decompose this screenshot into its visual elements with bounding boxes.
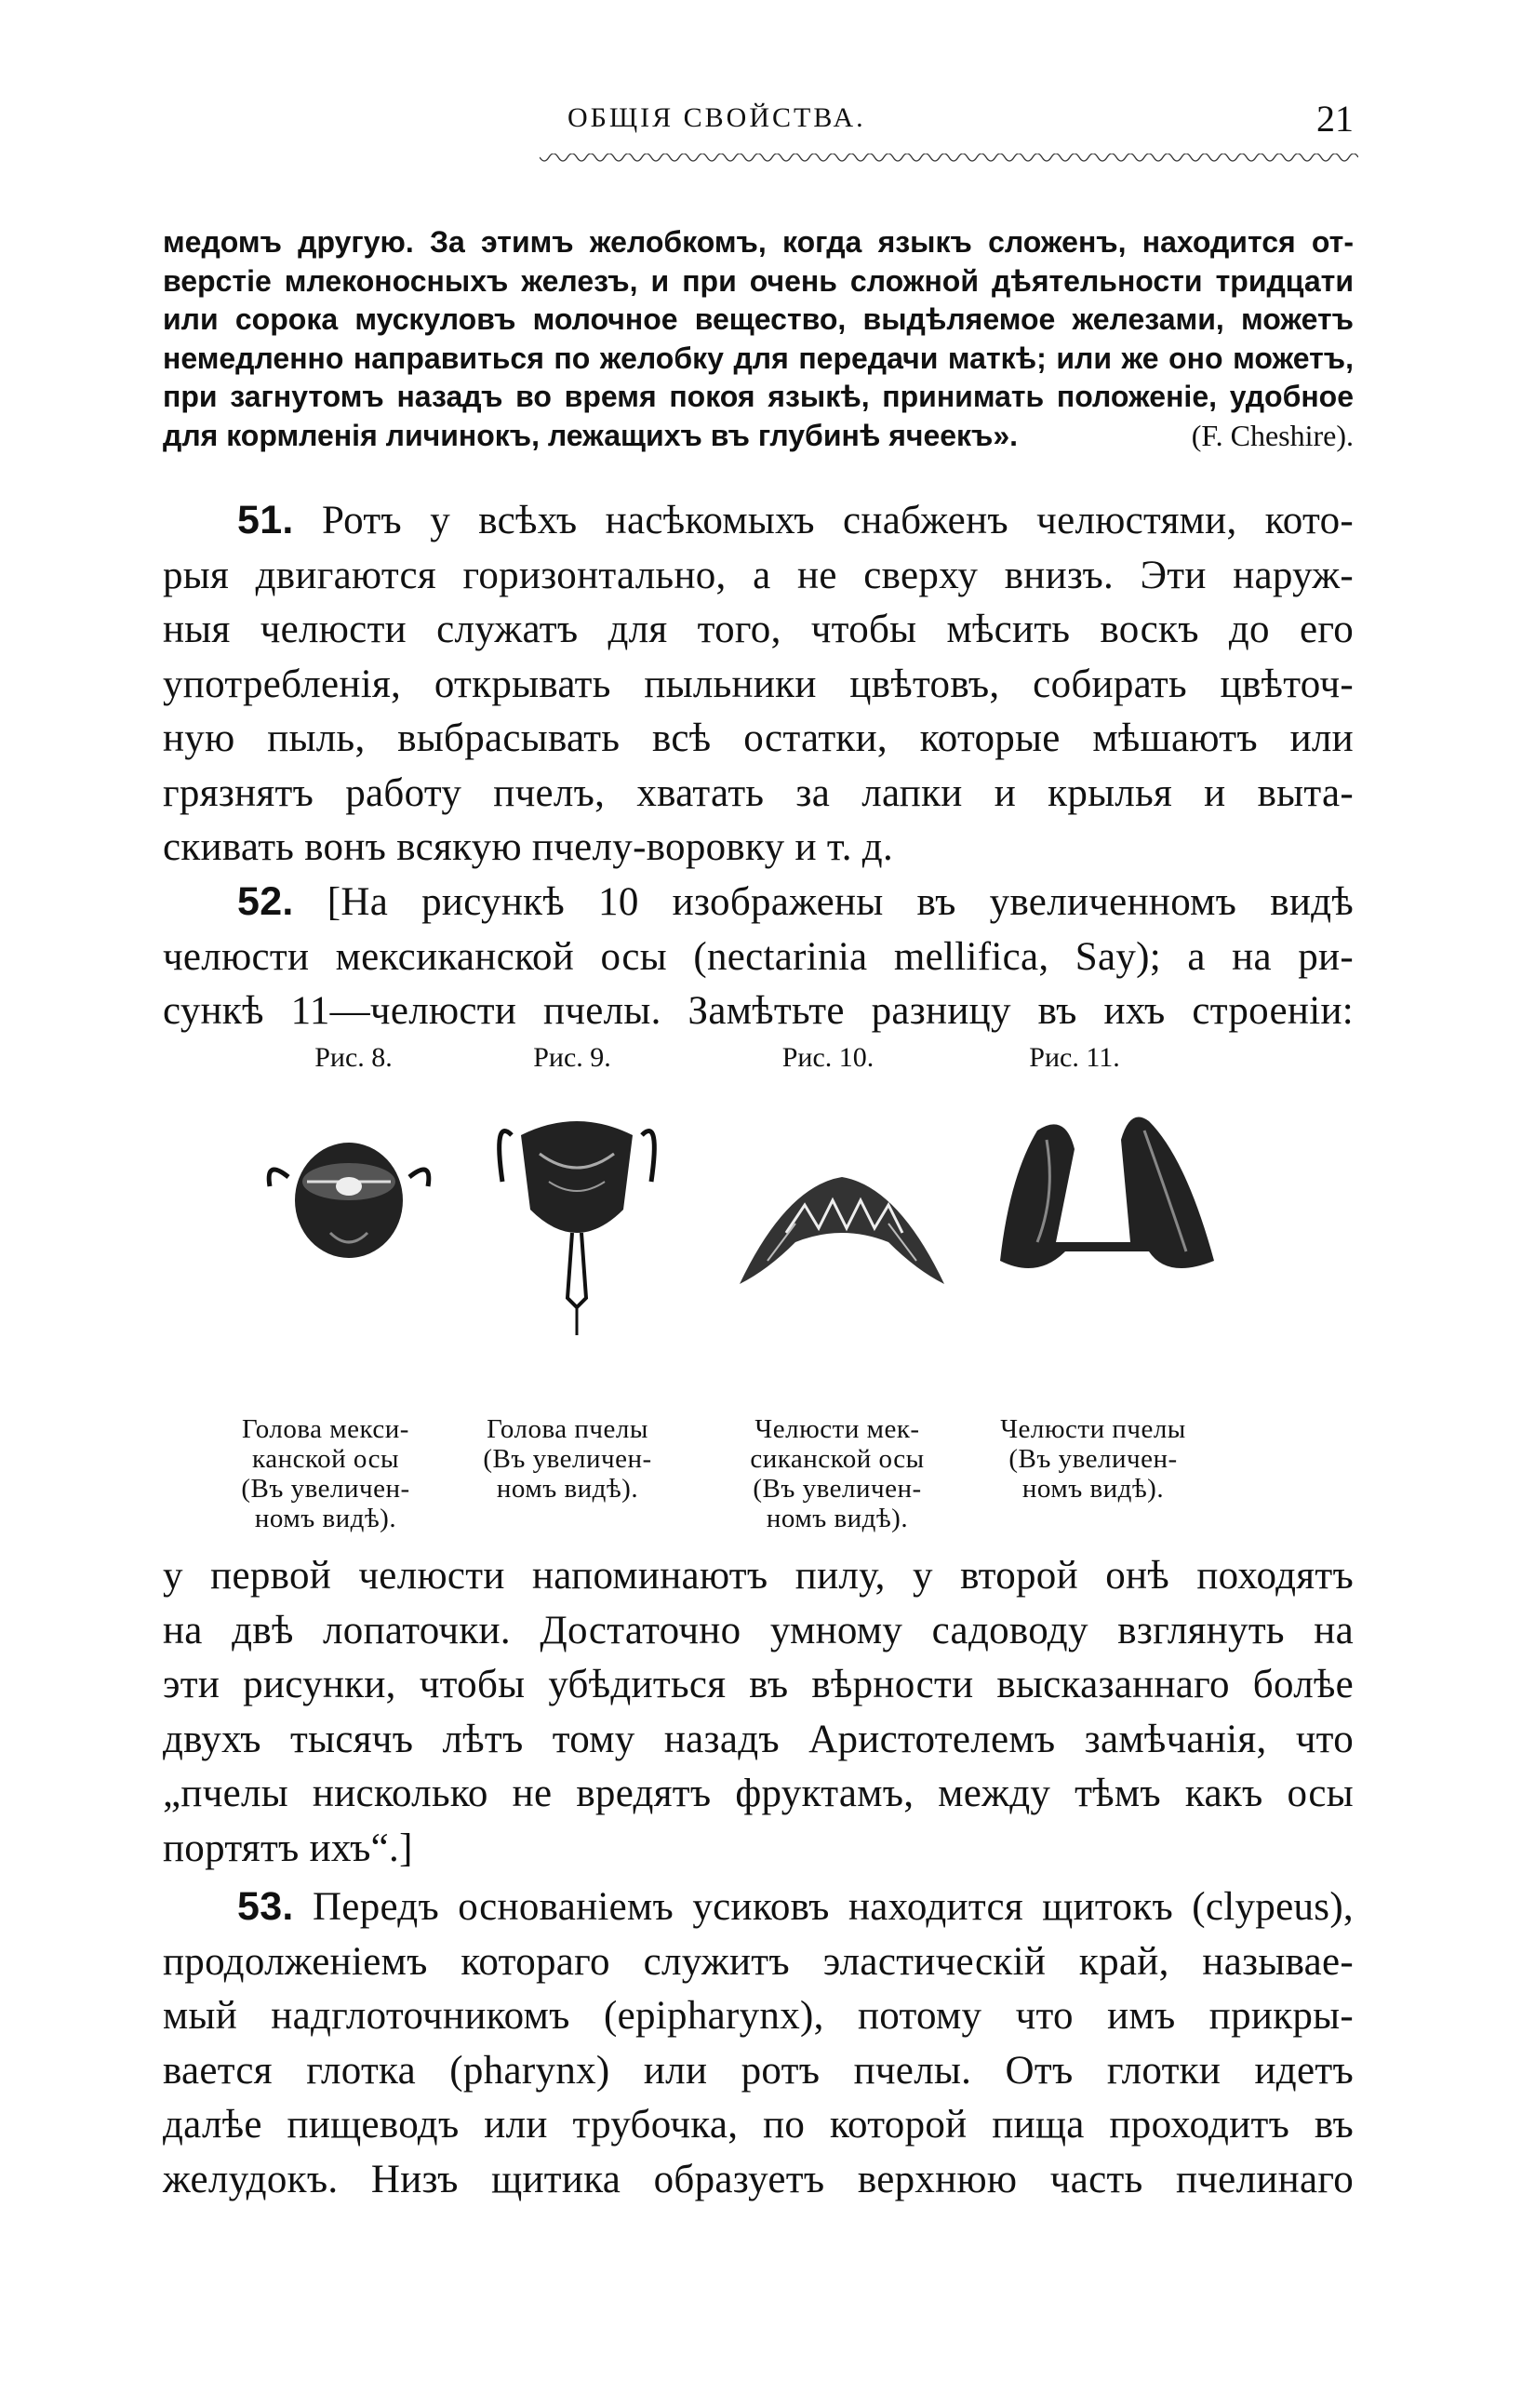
text-line: двухъ тысячъ лѣтъ тому назадъ Аристотелемъ замѣчанія, что — [163, 1717, 1354, 1761]
wasp-jaws-icon — [730, 1168, 954, 1289]
figure-11-title: Рис. 11. — [1029, 1042, 1120, 1073]
caption-line: (Въ увеличен- — [753, 1474, 922, 1504]
text-line: у первой челюсти напоминаютъ пилу, у второй онѣ походятъ — [163, 1554, 1354, 1598]
figure-11-caption — [972, 1414, 1214, 1504]
caption-line: номъ видѣ). — [1021, 1474, 1165, 1504]
text-line: „пчелы нисколько не вредятъ фруктамъ, между тѣмъ какъ осы — [163, 1772, 1354, 1815]
text-line: употребленія, открывать пыльники цвѣтовъ, собирать цвѣточ- — [163, 662, 1354, 706]
caption-line: Челюсти пчелы — [1000, 1414, 1186, 1444]
caption-line: Голова пчелы — [487, 1414, 648, 1444]
paragraph-52 — [163, 875, 1354, 1039]
text-line: при загнутомъ назадъ во время покоя языкѣ, принимать положеніе, удобное — [163, 380, 1354, 413]
text-line: сункѣ 11—челюсти пчелы. Замѣтьте разницу въ ихъ строеніи: — [163, 989, 1354, 1033]
text-segment: [На рисункѣ 10 изображены въ увеличенномъ видѣ — [327, 880, 1354, 924]
paragraph-number: 52. — [237, 879, 294, 924]
page-number: 21 — [1316, 98, 1354, 140]
caption-line: Голова мекси- — [242, 1414, 409, 1444]
text-line: медомъ другую. За этимъ желобкомъ, когда языкъ сложенъ, находится от- — [163, 225, 1354, 259]
text-line: ныя челюсти служатъ для того, чтобы мѣсить воскъ до его — [163, 608, 1354, 651]
figure-10-title: Рис. 10. — [781, 1042, 874, 1073]
caption-line: сиканской осы — [750, 1444, 925, 1474]
caption-line: номъ видѣ). — [496, 1474, 639, 1504]
page-header — [158, 98, 1354, 158]
paragraph-51 — [163, 493, 1354, 876]
text-line: грязнятъ работу пчелъ, хватать за лапки и крылья и выта- — [163, 770, 1354, 815]
text-line: портятъ ихъ“.] — [163, 1826, 413, 1870]
bee-head-icon — [484, 1098, 670, 1340]
paragraph-52-continued — [163, 1549, 1354, 1876]
text-line: немедленно направиться по желобку для передачи маткѣ; или же оно можетъ, — [163, 341, 1354, 375]
figure-8-caption — [205, 1414, 447, 1533]
paragraph-number: 53. — [237, 1884, 294, 1929]
caption-line: номъ видѣ). — [254, 1504, 397, 1533]
text-line — [163, 875, 1354, 930]
text-line: продолженіемъ котораго служитъ эластическій край, называе- — [163, 1939, 1354, 1984]
text-line: скивать вонъ всякую пчелу-воровку и т. д. — [163, 825, 894, 869]
bee-jaws-icon — [981, 1103, 1233, 1289]
caption-line: (Въ увеличен- — [241, 1474, 410, 1504]
text-line: эти рисунки, чтобы убѣдиться въ вѣрности высказаннаго болѣе — [163, 1663, 1354, 1706]
text-segment: для кормленія личинокъ, лежащихъ въ глубинѣ ячеекъ». — [163, 418, 1019, 452]
paragraph-number: 51. — [237, 498, 294, 542]
text-line: ную пыль, выбрасывать всѣ остатки, которые мѣшаютъ или — [163, 716, 1354, 760]
text-line — [163, 417, 1354, 456]
text-line: вается глотка (pharynx) или ротъ пчелы. Отъ глотки идетъ — [163, 2048, 1354, 2093]
figure-10-caption — [716, 1414, 958, 1533]
text-line: или сорока мускуловъ молочное вещество, выдѣляемое железами, можетъ — [163, 302, 1354, 336]
figures-row — [0, 1042, 1522, 1545]
text-line: на двѣ лопаточки. Достаточно умному садоводу взглянуть на — [163, 1608, 1354, 1652]
caption-line: канской осы — [252, 1444, 399, 1474]
figure-9-title: Рис. 9. — [533, 1042, 611, 1073]
figure-8-title: Рис. 8. — [314, 1042, 393, 1073]
text-line — [163, 493, 1354, 549]
text-line: рыя двигаются горизонтально, а не сверху внизъ. Эти наруж- — [163, 553, 1354, 597]
decorative-rule — [540, 154, 1358, 167]
caption-line: (Въ увеличен- — [1008, 1444, 1178, 1474]
text-line: желудокъ. Низъ щитика образуетъ верхнюю часть пчелинаго — [163, 2157, 1354, 2201]
text-segment: Передъ основаніемъ усиковъ находится щитокъ (clypeus), — [312, 1885, 1354, 1929]
text-line: челюсти мексиканской осы (nectarinia mellifica, Say); а на ри- — [163, 934, 1354, 979]
wasp-head-icon — [256, 1130, 442, 1270]
paragraph-53 — [163, 1880, 1354, 2207]
running-title: ОБЩІЯ СВОЙСТВА. — [567, 102, 866, 133]
text-segment: Ротъ у всѣхъ насѣкомыхъ снабженъ челюстями, кото- — [321, 499, 1354, 542]
text-line: мый надглоточникомъ (epipharynx), потому что имъ прикры- — [163, 1994, 1354, 2038]
caption-line: (Въ увеличен- — [483, 1444, 652, 1474]
caption-line: номъ видѣ). — [766, 1504, 909, 1533]
text-line: далѣе пищеводъ или трубочка, по которой пища проходитъ въ — [163, 2103, 1354, 2147]
quote-paragraph — [163, 223, 1354, 455]
text-line: верстіе млеконосныхъ железъ, и при очень сложной дѣятельности тридцати — [163, 263, 1354, 298]
figure-9-caption — [447, 1414, 688, 1504]
text-line — [163, 1880, 1354, 1935]
quote-attribution: (F. Cheshire). — [1191, 418, 1354, 452]
caption-line: Челюсти мек- — [754, 1414, 920, 1444]
